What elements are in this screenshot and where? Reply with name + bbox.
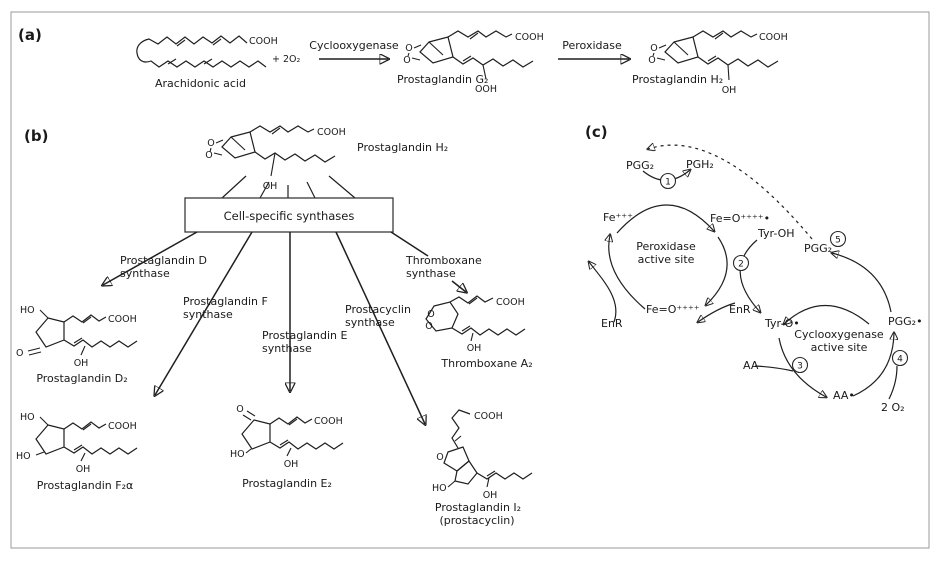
prostacyclin-synthase-label2: synthase (345, 316, 395, 329)
pgg2-radical-label: PGG₂• (888, 315, 923, 328)
cooh-label: COOH (249, 36, 278, 47)
cyclooxygenase-site-label2: active site (810, 341, 868, 354)
step-2-number: 2 (738, 259, 744, 270)
cooh-label: COOH (108, 421, 137, 432)
cyclooxygenase-arrow (309, 39, 399, 59)
pgi2-subname: (prostacyclin) (439, 514, 515, 527)
peroxidase-site-label: Peroxidase (636, 240, 696, 253)
pgf2a-structure (16, 412, 137, 475)
panel-c (585, 123, 923, 414)
pgd-synthase-label2: synthase (120, 267, 170, 280)
ring-o-label: O (403, 55, 411, 66)
ring-o-label: O (425, 321, 433, 332)
ring-o-label: O (648, 55, 656, 66)
pgh2-name: Prostaglandin H₂ (632, 73, 724, 86)
ho-label: HO (20, 412, 35, 423)
pgg2-name: Prostaglandin G₂ (397, 73, 489, 86)
cooh-label: COOH (108, 314, 137, 325)
aa-radical-label: AA• (833, 389, 855, 402)
ring-o-label: O (650, 43, 658, 54)
pgg2-top-label: PGG₂ (626, 159, 655, 172)
ring-o-label: O (205, 150, 213, 161)
pgd2-name: Prostaglandin D₂ (36, 372, 128, 385)
txa2-name: Thromboxane A₂ (441, 357, 533, 370)
panel-b (16, 126, 533, 527)
cyclooxygenase-site-label: Cyclooxygenase (794, 328, 884, 341)
peroxidase-arrow-label: Peroxidase (562, 39, 622, 52)
arachidonic-acid-structure (137, 36, 278, 67)
panel-a (18, 26, 788, 96)
cooh-label: COOH (474, 411, 503, 422)
cell-specific-synthases-label: Cell-specific synthases (223, 209, 355, 223)
pgg2-right-label: PGG₂ (804, 242, 833, 255)
peroxidase-site-label2: active site (637, 253, 695, 266)
pgi2-name: Prostaglandin I₂ (434, 501, 522, 514)
pgd2-structure (16, 305, 137, 369)
pge-synthase-label: Prostaglandin E (262, 329, 348, 342)
pgh2-structure (648, 31, 787, 96)
step-5-number: 5 (835, 235, 841, 246)
panel-c-label: (c) (585, 123, 608, 141)
cyclooxygenase-arrow-label: Cyclooxygenase (309, 39, 399, 52)
pge2-structure (230, 404, 343, 470)
pgf2a-name: Prostaglandin F₂α (36, 479, 134, 492)
enzyme-labels (120, 254, 482, 355)
ho-label: HO (20, 305, 35, 316)
step-1-number: 1 (665, 177, 671, 188)
step-badge-5 (831, 232, 846, 247)
ring-o-label: O (207, 138, 215, 149)
ring-o-label: O (405, 43, 413, 54)
ring-o-label: O (427, 309, 435, 320)
step-3-number: 3 (797, 361, 803, 372)
step-4-number: 4 (897, 354, 903, 365)
prostacyclin-synthase-label: Prostacyclin (345, 303, 411, 316)
pgf-synthase-label2: synthase (183, 308, 233, 321)
ho-label: HO (432, 483, 447, 494)
pge-synthase-label2: synthase (262, 342, 312, 355)
pgh2-structure-b (205, 126, 345, 192)
cooh-label: COOH (515, 32, 544, 43)
oh-label: OH (283, 459, 299, 470)
step-badge-2 (734, 256, 749, 271)
step-badge-4 (893, 351, 908, 366)
plus-2o2-label: + 2O₂ (272, 54, 301, 65)
converging-lines (222, 176, 355, 198)
oh-label: OH (73, 358, 89, 369)
o2-label: 2 O₂ (881, 401, 905, 414)
feo-radical-label: Fe=O⁺⁺⁺⁺• (710, 212, 771, 225)
panel-a-label: (a) (18, 26, 42, 44)
oh-label: OH (466, 343, 482, 354)
enr-left-label: EnR (601, 317, 623, 330)
o-label: O (16, 348, 24, 359)
pgd-synthase-label: Prostaglandin D (120, 254, 207, 267)
pgh2-name-b: Prostaglandin H₂ (357, 141, 449, 154)
feo-label: Fe=O⁺⁺⁺⁺ (646, 303, 700, 316)
cooh-label: COOH (496, 297, 525, 308)
pgi2-structure (432, 410, 532, 501)
fe3-label: Fe⁺⁺⁺ (603, 211, 633, 224)
pgh2-top-label: PGH₂ (686, 158, 714, 171)
thromboxane-synthase-label: Thromboxane (406, 254, 482, 267)
oh-label: OH (482, 490, 498, 501)
ring-o-label: O (436, 452, 444, 463)
cyclooxygenase-cycle (648, 145, 897, 399)
arachidonic-acid-name: Arachidonic acid (155, 77, 246, 90)
cooh-label: COOH (759, 32, 788, 43)
cooh-label: COOH (317, 127, 346, 138)
tyr-oh-label: Tyr-OH (758, 227, 795, 240)
oh-label: OH (75, 464, 91, 475)
oh-label: OH (721, 85, 737, 96)
step-badge-1 (661, 174, 676, 189)
peroxidase-arrow (558, 39, 629, 59)
aa-label: AA (743, 359, 759, 372)
tyr-o-radical-label: Tyr-O• (765, 317, 800, 330)
enr-mid-label: EnR (729, 303, 751, 316)
ooh-label: OOH (474, 84, 498, 95)
oh-label: OH (262, 181, 278, 192)
txa2-structure (425, 296, 525, 354)
thromboxane-synthase-label2: synthase (406, 267, 456, 280)
figure-border (11, 12, 929, 548)
step-badge-3 (793, 358, 808, 373)
ho-label: HO (16, 451, 31, 462)
pge2-name: Prostaglandin E₂ (242, 477, 332, 490)
panel-b-label: (b) (24, 127, 49, 145)
o-label: O (236, 404, 244, 415)
cooh-label: COOH (314, 416, 343, 427)
pgf-synthase-label: Prostaglandin F (183, 295, 268, 308)
ho-label: HO (230, 449, 245, 460)
